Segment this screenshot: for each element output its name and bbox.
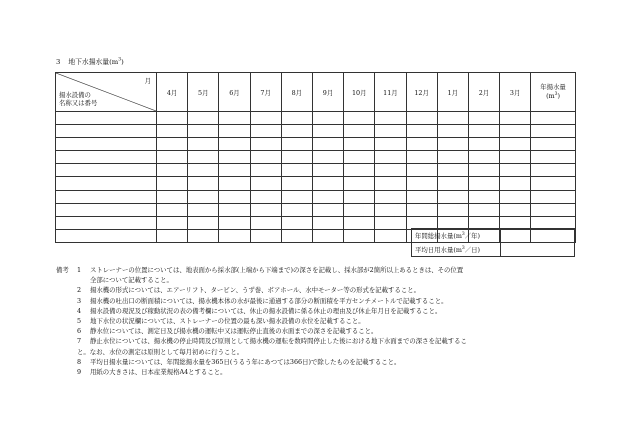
corner-header-cell — [56, 73, 157, 112]
monthly-value-cell[interactable] — [188, 203, 219, 216]
month-header-7: 10月 — [344, 73, 375, 112]
monthly-value-cell[interactable] — [500, 125, 531, 138]
monthly-value-cell[interactable] — [406, 125, 437, 138]
note-number: 5 — [77, 317, 82, 326]
table-row — [56, 151, 576, 164]
table-row — [56, 138, 576, 151]
monthly-value-cell[interactable] — [437, 177, 468, 190]
monthly-value-cell[interactable] — [281, 203, 312, 216]
monthly-value-cell[interactable] — [500, 164, 531, 177]
monthly-value-cell[interactable] — [468, 138, 499, 151]
table-row — [56, 177, 576, 190]
monthly-value-cell[interactable] — [344, 177, 375, 190]
table-row — [56, 112, 576, 125]
monthly-value-cell[interactable] — [281, 125, 312, 138]
monthly-value-cell[interactable] — [281, 151, 312, 164]
monthly-value-cell[interactable] — [157, 138, 188, 151]
month-header-12: 3月 — [500, 73, 531, 112]
monthly-value-cell[interactable] — [157, 151, 188, 164]
row-header-label-line1: 揚水設備の — [59, 91, 91, 99]
daily-average-value-cell[interactable] — [501, 243, 575, 257]
monthly-value-cell[interactable] — [468, 203, 499, 216]
monthly-value-cell[interactable] — [281, 138, 312, 151]
note-text: 揚水機の形式については、エアーリフト、タービン、うず巻、ボアホール、水中モーター等の形式を記載すること。 — [90, 286, 421, 295]
monthly-value-cell[interactable] — [312, 190, 343, 203]
monthly-value-cell[interactable] — [375, 138, 406, 151]
monthly-value-cell[interactable] — [219, 151, 250, 164]
monthly-value-cell[interactable] — [375, 151, 406, 164]
monthly-value-cell[interactable] — [250, 164, 281, 177]
note-number: 7 — [77, 337, 82, 346]
monthly-value-cell[interactable] — [375, 177, 406, 190]
monthly-value-cell[interactable] — [344, 138, 375, 151]
monthly-value-cell[interactable] — [312, 203, 343, 216]
monthly-value-cell[interactable] — [188, 164, 219, 177]
monthly-value-cell[interactable] — [219, 177, 250, 190]
monthly-value-cell[interactable] — [468, 112, 499, 125]
monthly-value-cell[interactable] — [281, 177, 312, 190]
monthly-value-cell[interactable] — [250, 229, 281, 242]
facility-name-cell[interactable] — [56, 190, 157, 203]
note-item — [56, 367, 586, 377]
note-text: 地下水位の状況欄については、ストレーナーの位置の最も深い揚水設備の水位を記載すること。 — [90, 317, 365, 326]
month-header-1: 4月 — [157, 73, 188, 112]
table-header-row — [56, 73, 576, 112]
monthly-value-cell[interactable] — [312, 216, 343, 229]
notes-heading: 備考 — [56, 266, 69, 274]
monthly-value-cell[interactable] — [437, 138, 468, 151]
monthly-value-cell[interactable] — [157, 229, 188, 242]
monthly-value-cell[interactable] — [406, 112, 437, 125]
monthly-value-cell[interactable] — [406, 203, 437, 216]
monthly-value-cell[interactable] — [219, 125, 250, 138]
monthly-value-cell[interactable] — [344, 125, 375, 138]
monthly-value-cell[interactable] — [188, 177, 219, 190]
facility-name-cell[interactable] — [56, 203, 157, 216]
table-row — [56, 125, 576, 138]
note-item — [56, 296, 586, 306]
monthly-value-cell[interactable] — [437, 125, 468, 138]
monthly-value-cell[interactable] — [500, 151, 531, 164]
annual-value-cell[interactable] — [531, 151, 576, 164]
month-header-8: 11月 — [375, 73, 406, 112]
monthly-value-cell[interactable] — [188, 216, 219, 229]
monthly-value-cell[interactable] — [406, 190, 437, 203]
month-header-11: 2月 — [468, 73, 499, 112]
facility-name-cell[interactable] — [56, 177, 157, 190]
daily-average-label: 平均日用水量($m^3/$日) — [412, 243, 501, 257]
monthly-value-cell[interactable] — [312, 177, 343, 190]
annual-total-label: 年間総揚水量($m^3/$年) — [412, 229, 501, 243]
monthly-value-cell[interactable] — [344, 151, 375, 164]
note-item — [56, 265, 586, 285]
month-header-4: 7月 — [250, 73, 281, 112]
monthly-value-cell[interactable] — [375, 164, 406, 177]
monthly-value-cell[interactable] — [281, 190, 312, 203]
annual-value-cell[interactable] — [531, 125, 576, 138]
note-number: 9 — [77, 368, 82, 377]
annual-total-value-cell[interactable] — [501, 229, 575, 243]
monthly-value-cell[interactable] — [219, 203, 250, 216]
facility-name-cell[interactable] — [56, 125, 157, 138]
monthly-value-cell[interactable] — [188, 190, 219, 203]
note-text: 平均日揚水量については、年間総揚水量を365日(うるう年にあつては366日)で除したものを記載すること。 — [90, 357, 401, 366]
note-text: 用紙の大きさは、日本産業規格A4とすること。 — [90, 368, 227, 377]
monthly-value-cell[interactable] — [437, 151, 468, 164]
note-number: 8 — [77, 357, 82, 366]
monthly-value-cell[interactable] — [344, 203, 375, 216]
annual-value-cell[interactable] — [531, 190, 576, 203]
summary-row-daily — [412, 243, 575, 257]
monthly-value-cell[interactable] — [437, 190, 468, 203]
month-header-2: 5月 — [188, 73, 219, 112]
monthly-value-cell[interactable] — [219, 216, 250, 229]
table-row — [56, 164, 576, 177]
note-number: 1 — [77, 266, 82, 274]
monthly-value-cell[interactable] — [188, 151, 219, 164]
section-title — [56, 56, 124, 66]
monthly-value-cell[interactable] — [406, 164, 437, 177]
monthly-value-cell[interactable] — [157, 164, 188, 177]
month-header-6: 9月 — [312, 73, 343, 112]
monthly-value-cell[interactable] — [157, 190, 188, 203]
monthly-value-cell[interactable] — [406, 151, 437, 164]
monthly-value-cell[interactable] — [375, 203, 406, 216]
monthly-value-cell[interactable] — [281, 216, 312, 229]
note-number: 2 — [77, 286, 82, 295]
monthly-value-cell[interactable] — [250, 151, 281, 164]
note-item — [56, 357, 586, 367]
note-text: 静水位については、測定日及び揚水機の運転中又は運転停止直後の水面までの深さを記載すること。 — [90, 327, 378, 336]
monthly-value-cell[interactable] — [219, 138, 250, 151]
monthly-value-cell[interactable] — [468, 190, 499, 203]
monthly-value-cell[interactable] — [312, 164, 343, 177]
monthly-value-cell[interactable] — [312, 151, 343, 164]
monthly-value-cell[interactable] — [468, 125, 499, 138]
note-item — [56, 306, 586, 316]
month-header-10: 1月 — [437, 73, 468, 112]
note-item — [56, 316, 586, 326]
monthly-value-cell[interactable] — [344, 229, 375, 242]
monthly-value-cell[interactable] — [468, 151, 499, 164]
monthly-value-cell[interactable] — [312, 125, 343, 138]
month-header-9: 12月 — [406, 73, 437, 112]
note-text-continued: 全部について記載すること。 — [90, 276, 173, 285]
monthly-value-cell[interactable] — [250, 177, 281, 190]
table-row — [56, 203, 576, 216]
note-item — [56, 336, 586, 356]
monthly-value-cell[interactable] — [219, 229, 250, 242]
monthly-value-cell[interactable] — [375, 216, 406, 229]
month-header-3: 6月 — [219, 73, 250, 112]
monthly-value-cell[interactable] — [188, 112, 219, 125]
annual-value-cell[interactable] — [531, 177, 576, 190]
month-header-label: 月 — [144, 77, 151, 85]
monthly-value-cell[interactable] — [500, 138, 531, 151]
summary-table — [411, 228, 575, 257]
facility-name-cell[interactable] — [56, 229, 157, 242]
monthly-value-cell[interactable] — [500, 177, 531, 190]
monthly-value-cell[interactable] — [219, 112, 250, 125]
monthly-value-cell[interactable] — [188, 229, 219, 242]
facility-name-cell[interactable] — [56, 112, 157, 125]
monthly-value-cell[interactable] — [188, 125, 219, 138]
monthly-value-cell[interactable] — [281, 164, 312, 177]
monthly-value-cell[interactable] — [281, 112, 312, 125]
note-item — [56, 285, 586, 295]
monthly-value-cell[interactable] — [344, 216, 375, 229]
monthly-value-cell[interactable] — [500, 112, 531, 125]
facility-name-cell[interactable] — [56, 164, 157, 177]
monthly-value-cell[interactable] — [219, 190, 250, 203]
row-header-label-line2: 名称又は番号 — [59, 99, 98, 107]
monthly-value-cell[interactable] — [157, 112, 188, 125]
monthly-value-cell[interactable] — [312, 229, 343, 242]
table-row — [56, 190, 576, 203]
monthly-value-cell[interactable] — [250, 112, 281, 125]
monthly-value-cell[interactable] — [157, 177, 188, 190]
groundwater-pumping-table — [55, 72, 576, 243]
monthly-value-cell[interactable] — [312, 112, 343, 125]
monthly-value-cell[interactable] — [281, 229, 312, 242]
monthly-value-cell[interactable] — [437, 203, 468, 216]
notes-section — [56, 265, 586, 377]
facility-name-cell[interactable] — [56, 138, 157, 151]
note-number: 3 — [77, 296, 82, 305]
annual-total-header: 年揚水量 $(m^3)$ — [531, 73, 576, 112]
annual-value-cell[interactable] — [531, 138, 576, 151]
monthly-value-cell[interactable] — [250, 125, 281, 138]
monthly-value-cell[interactable] — [375, 229, 406, 242]
monthly-value-cell[interactable] — [375, 112, 406, 125]
monthly-value-cell[interactable] — [375, 125, 406, 138]
monthly-value-cell[interactable] — [406, 177, 437, 190]
note-item — [56, 326, 586, 336]
monthly-value-cell[interactable] — [468, 177, 499, 190]
note-number: 4 — [77, 306, 82, 315]
note-text: 揚水機の吐出口の断面積については、揚水機本体の水が最後に通過する部分の断面積を平方センチメートルで記載すること。 — [90, 296, 448, 305]
monthly-value-cell[interactable] — [157, 203, 188, 216]
note-text: ストレーナーの位置については、地表面から採水部(上端から下端まで)の深さを記載し、採水部が2箇所以上あるときは、その位置 — [90, 266, 464, 274]
monthly-value-cell[interactable] — [250, 203, 281, 216]
month-header-5: 8月 — [281, 73, 312, 112]
monthly-value-cell[interactable] — [375, 190, 406, 203]
monthly-value-cell[interactable] — [344, 164, 375, 177]
annual-value-cell[interactable] — [531, 112, 576, 125]
facility-name-cell[interactable] — [56, 216, 157, 229]
monthly-value-cell[interactable] — [157, 125, 188, 138]
monthly-value-cell[interactable] — [344, 112, 375, 125]
annual-value-cell[interactable] — [531, 203, 576, 216]
monthly-value-cell[interactable] — [437, 164, 468, 177]
monthly-value-cell[interactable] — [157, 216, 188, 229]
annual-value-cell[interactable] — [531, 164, 576, 177]
monthly-value-cell[interactable] — [344, 190, 375, 203]
monthly-value-cell[interactable] — [406, 138, 437, 151]
monthly-value-cell[interactable] — [219, 164, 250, 177]
monthly-value-cell[interactable] — [437, 112, 468, 125]
monthly-value-cell[interactable] — [500, 190, 531, 203]
section-title-text: 地下水揚水量$(m^3)$ — [68, 57, 124, 66]
note-text: 静止水位については、揚水機の停止時間及び原則として揚水機の運転を数時間停止した後における地下水面までの深さを記載するこ — [90, 337, 467, 346]
summary-row-annual — [412, 229, 575, 243]
facility-name-cell[interactable] — [56, 151, 157, 164]
monthly-value-cell[interactable] — [250, 138, 281, 151]
monthly-value-cell[interactable] — [188, 138, 219, 151]
monthly-value-cell[interactable] — [468, 164, 499, 177]
monthly-value-cell[interactable] — [312, 138, 343, 151]
section-number: 3 — [56, 58, 61, 66]
note-number: 6 — [77, 327, 82, 336]
monthly-value-cell[interactable] — [500, 203, 531, 216]
note-text-continued: と。なお、水位の測定は原則として毎月初めに行うこと。 — [77, 347, 244, 356]
monthly-value-cell[interactable] — [250, 190, 281, 203]
note-text: 揚水設備の現況及び稼動状況の表の備考欄については、休止の揚水設備に係る休止の理由及び休止年月日を記載すること。 — [90, 306, 442, 315]
monthly-value-cell[interactable] — [250, 216, 281, 229]
